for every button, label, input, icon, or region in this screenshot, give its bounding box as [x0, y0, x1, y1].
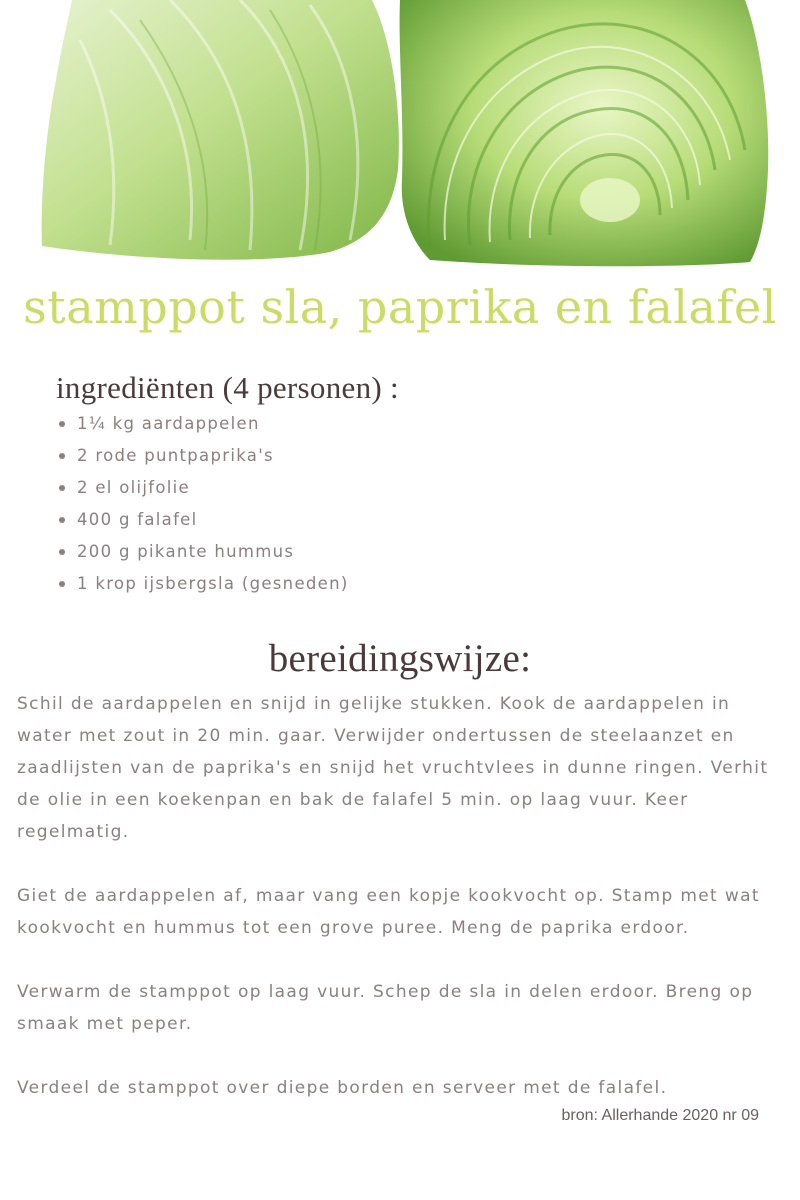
lettuce-left-half — [42, 0, 399, 260]
lettuce-right-half — [400, 0, 769, 266]
preparation-paragraph: Verwarm de stamppot op laag vuur. Schep de sla in delen erdoor. Breng op smaak met peper. — [17, 982, 754, 1034]
preparation-paragraph: Verdeel de stamppot over diepe borden en serveer met de falafel. — [17, 1078, 668, 1098]
list-item: 1 krop ijsbergsla (gesneden) — [58, 568, 349, 600]
list-item: 1¼ kg aardappelen — [58, 408, 349, 440]
preparation-paragraph: Schil de aardappelen en snijd in gelijke stukken. Kook de aardappelen in water met zout in 20 min. gaar. Verwijder ondertussen de steelaanzet en zaadlijsten van de paprika's en snijd het vruchtvlees in dunne ringen. Verhit de olie in een koekenpan en bak de falafel 5 min. op laag vuur. Keer regelmatig. — [17, 694, 769, 842]
source-credit: bron: Allerhande 2020 nr 09 — [561, 1107, 759, 1124]
recipe-title: stamppot sla, paprika en falafel — [23, 280, 777, 334]
preparation-paragraph: Giet de aardappelen af, maar vang een kopje kookvocht op. Stamp met wat kookvocht en hummus tot een grove puree. Meng de paprika erdoor. — [17, 886, 760, 938]
lettuce-image — [0, 0, 800, 275]
list-item: 200 g pikante hummus — [58, 536, 349, 568]
preparation-heading: bereidingswijze: — [268, 637, 532, 680]
preparation-text — [17, 688, 787, 1136]
ingredients-list — [58, 408, 349, 600]
list-item: 2 rode puntpaprika's — [58, 440, 349, 472]
list-item: 400 g falafel — [58, 504, 349, 536]
ingredients-heading: ingrediënten (4 personen) : — [56, 370, 399, 405]
list-item: 2 el olijfolie — [58, 472, 349, 504]
